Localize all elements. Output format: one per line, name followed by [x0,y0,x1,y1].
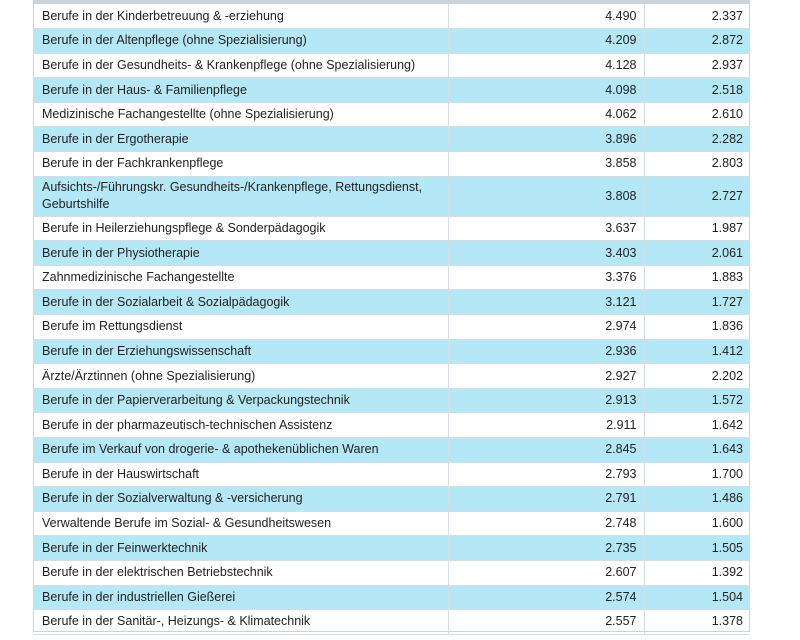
table-row [33,462,750,487]
occupation-name-cell: Berufe in der Gesundheits- & Krankenpflege (ohne Spezialisierung) [33,53,448,78]
occupation-table [33,4,750,635]
value-2-cell: 2.610 [644,102,750,127]
table-row [33,388,750,413]
value-1-cell: 3.121 [448,290,644,315]
table-body [33,4,750,634]
table-row [33,487,750,512]
occupation-name-cell: Berufe im Rettungsdienst [33,315,448,340]
value-2-cell: 1.392 [644,560,750,585]
value-1-cell: 2.791 [448,487,644,512]
table-row [33,265,750,290]
occupation-name-cell: Berufe im Verkauf von drogerie- & apothekenüblichen Waren [33,438,448,463]
value-2-cell: 1.700 [644,462,750,487]
value-1-cell: 2.607 [448,560,644,585]
value-1-cell: 2.936 [448,339,644,364]
value-1-cell: 2.913 [448,388,644,413]
value-1-cell: 2.974 [448,315,644,340]
value-1-cell: 4.128 [448,53,644,78]
table-row [33,413,750,438]
table-row [33,4,750,29]
table-row [33,78,750,103]
value-2-cell: 1.486 [644,487,750,512]
table-row [33,364,750,389]
value-2-cell: 2.872 [644,29,750,54]
value-2-cell: 2.337 [644,4,750,29]
value-1-cell: 4.209 [448,29,644,54]
value-2-cell: 2.727 [644,176,750,216]
value-1-cell: 2.557 [448,610,644,635]
occupation-name-cell: Zahnmedizinische Fachangestellte [33,265,448,290]
occupation-name-cell: Berufe in der Papierverarbeitung & Verpackungstechnik [33,388,448,413]
value-2-cell: 2.282 [644,127,750,152]
value-1-cell: 3.858 [448,152,644,177]
value-2-cell: 2.518 [644,78,750,103]
value-2-cell: 1.727 [644,290,750,315]
table-row [33,438,750,463]
table-row [33,53,750,78]
value-2-cell: 2.803 [644,152,750,177]
table-row [33,536,750,561]
value-2-cell: 2.061 [644,241,750,266]
value-1-cell: 2.845 [448,438,644,463]
table-row [33,315,750,340]
table-row [33,560,750,585]
value-2-cell: 1.504 [644,585,750,610]
occupation-name-cell: Berufe in der Sozialarbeit & Sozialpädagogik [33,290,448,315]
occupation-name-cell: Berufe in Heilerziehungspflege & Sonderpädagogik [33,216,448,241]
occupation-name-cell: Aufsichts-/Führungskr. Gesundheits-/Krankenpflege, Rettungsdienst, Geburtshilfe [33,176,448,216]
value-1-cell: 3.637 [448,216,644,241]
value-2-cell: 1.505 [644,536,750,561]
table-row [33,290,750,315]
table-row [33,102,750,127]
value-1-cell: 2.748 [448,511,644,536]
occupation-name-cell: Berufe in der Hauswirtschaft [33,462,448,487]
occupation-name-cell: Berufe in der Feinwerktechnik [33,536,448,561]
value-1-cell: 2.735 [448,536,644,561]
value-1-cell: 2.927 [448,364,644,389]
occupation-name-cell: Berufe in der industriellen Gießerei [33,585,448,610]
table-row [33,511,750,536]
table-row [33,127,750,152]
value-1-cell: 2.911 [448,413,644,438]
occupation-name-cell: Berufe in der Kinderbetreuung & -erziehung [33,4,448,29]
occupation-name-cell: Berufe in der Altenpflege (ohne Spezialisierung) [33,29,448,54]
occupation-name-cell: Berufe in der Ergotherapie [33,127,448,152]
table-row [33,241,750,266]
value-1-cell: 3.403 [448,241,644,266]
value-2-cell: 1.600 [644,511,750,536]
value-2-cell: 1.412 [644,339,750,364]
value-2-cell: 1.883 [644,265,750,290]
occupation-name-cell: Berufe in der Haus- & Familienpflege [33,78,448,103]
occupation-name-cell: Berufe in der pharmazeutisch-technischen Assistenz [33,413,448,438]
value-2-cell: 1.987 [644,216,750,241]
occupation-name-cell: Berufe in der Sanitär-, Heizungs- & Klimatechnik [33,610,448,635]
occupation-name-cell: Berufe in der Physiotherapie [33,241,448,266]
occupation-name-cell: Berufe in der elektrischen Betriebstechnik [33,560,448,585]
occupation-name-cell: Ärzte/Ärztinnen (ohne Spezialisierung) [33,364,448,389]
occupation-name-cell: Berufe in der Sozialverwaltung & -versicherung [33,487,448,512]
table-row [33,29,750,54]
value-1-cell: 4.490 [448,4,644,29]
value-1-cell: 2.574 [448,585,644,610]
table-row [33,339,750,364]
table-row [33,216,750,241]
value-1-cell: 3.896 [448,127,644,152]
value-2-cell: 1.642 [644,413,750,438]
value-2-cell: 1.572 [644,388,750,413]
value-2-cell: 1.378 [644,610,750,635]
table-row [33,585,750,610]
value-2-cell: 2.937 [644,53,750,78]
value-1-cell: 2.793 [448,462,644,487]
occupation-name-cell: Berufe in der Fachkrankenpflege [33,152,448,177]
occupation-name-cell: Verwaltende Berufe im Sozial- & Gesundheitswesen [33,511,448,536]
value-1-cell: 4.062 [448,102,644,127]
table-row [33,176,750,216]
value-1-cell: 3.808 [448,176,644,216]
value-2-cell: 2.202 [644,364,750,389]
occupation-name-cell: Medizinische Fachangestellte (ohne Spezialisierung) [33,102,448,127]
value-1-cell: 3.376 [448,265,644,290]
value-2-cell: 1.836 [644,315,750,340]
table-row [33,152,750,177]
table-bottom-border [33,631,750,632]
value-2-cell: 1.643 [644,438,750,463]
value-1-cell: 4.098 [448,78,644,103]
occupation-name-cell: Berufe in der Erziehungswissenschaft [33,339,448,364]
